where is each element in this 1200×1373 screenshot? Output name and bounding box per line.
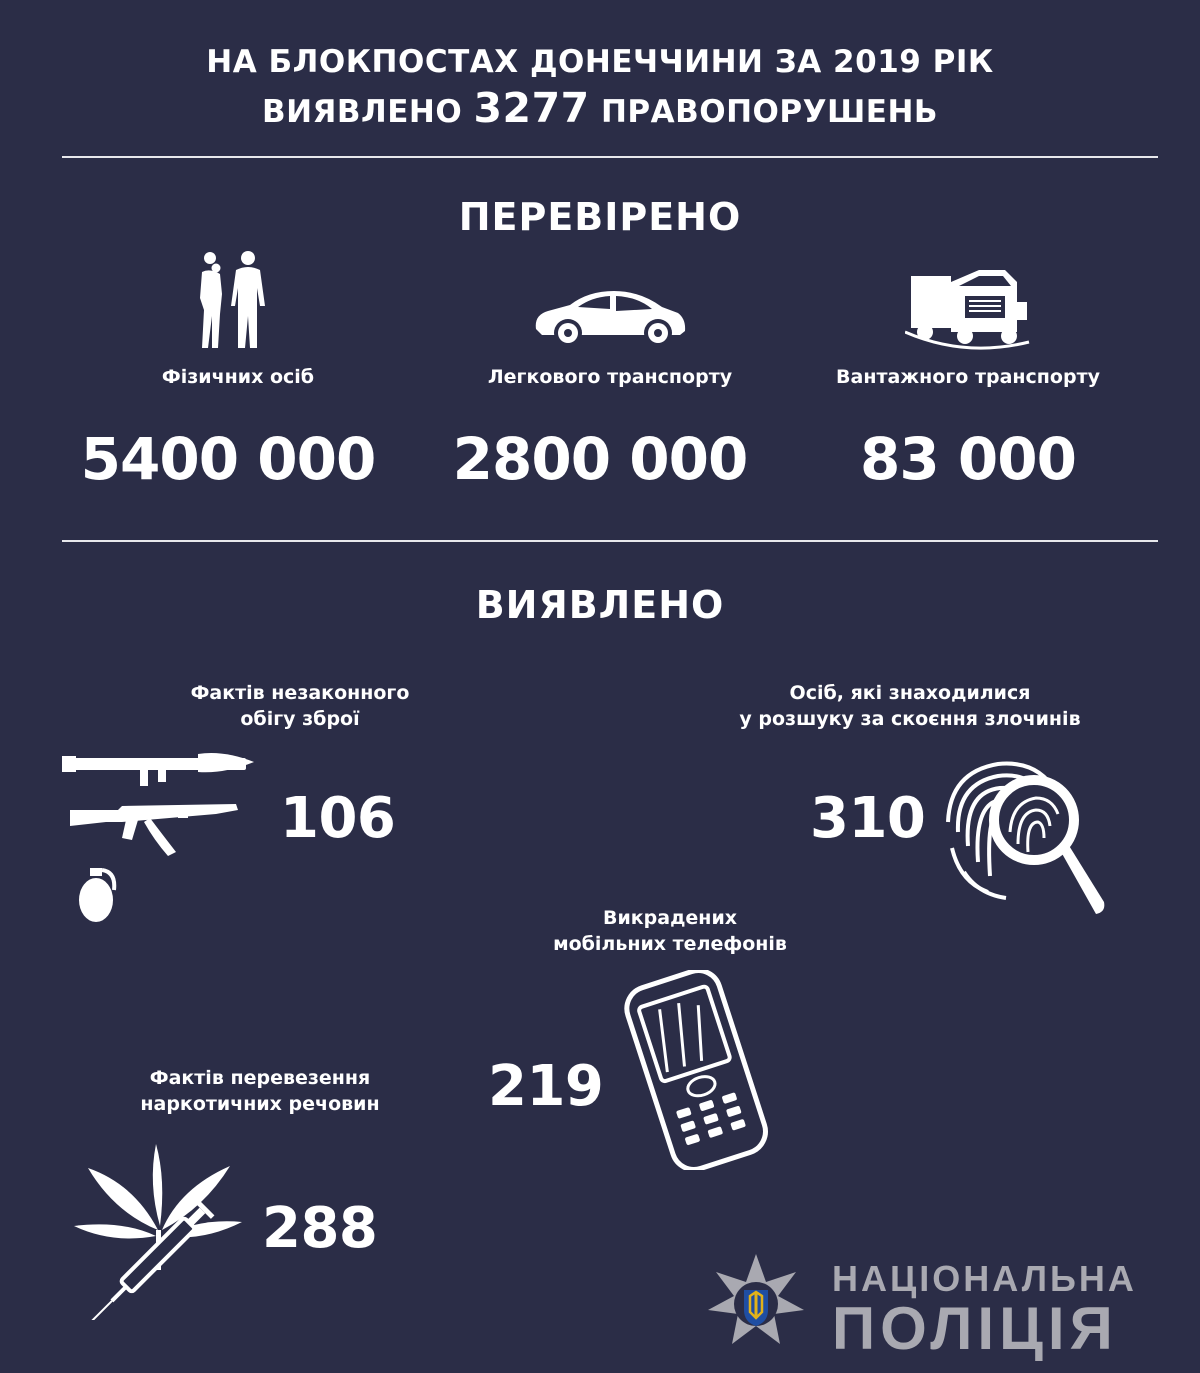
wanted-label-line2: у розшуку за скоєння злочинів — [739, 708, 1081, 730]
truck-icon — [905, 262, 1035, 354]
people-value: 5400 000 — [80, 425, 376, 493]
truck-value: 83 000 — [860, 425, 1076, 493]
title-number: 3277 — [473, 84, 590, 132]
wanted-label-line1: Осіб, які знаходилися — [789, 682, 1031, 704]
car-value: 2800 000 — [452, 425, 748, 493]
car-label: Легкового транспорту — [487, 366, 733, 388]
cannabis-syringe-icon — [70, 1140, 250, 1320]
grenade-icon — [76, 866, 120, 924]
rpg-icon — [62, 744, 256, 788]
phones-label — [500, 905, 840, 957]
logo-line1: НАЦІОНАЛЬНА — [832, 1258, 1137, 1299]
logo-line2: ПОЛІЦІЯ — [832, 1295, 1118, 1362]
rifle-icon — [66, 800, 246, 860]
truck-label: Вантажного транспорту — [836, 366, 1100, 388]
page-title-line1: НА БЛОКПОСТАХ ДОНЕЧЧИНИ ЗА 2019 РІК — [206, 44, 994, 80]
detected-heading: ВИЯВЛЕНО — [475, 583, 725, 627]
phones-label-line1: Викрадених — [602, 907, 738, 929]
people-label: Фізичних осіб — [161, 366, 315, 388]
page-title-line2 — [0, 86, 1200, 134]
drugs-label-line1: Фактів перевезення — [149, 1067, 371, 1089]
fingerprint-magnifier-icon — [938, 752, 1110, 918]
police-emblem-icon — [706, 1252, 806, 1352]
weapons-value: 106 — [280, 786, 396, 851]
wanted-label — [700, 680, 1120, 732]
wanted-value: 310 — [810, 786, 926, 851]
weapons-label-line1: Фактів незаконного — [190, 682, 410, 704]
weapons-label — [150, 680, 450, 732]
title-prefix: ВИЯВЛЕНО — [261, 94, 474, 130]
middle-divider — [62, 540, 1158, 542]
car-icon — [530, 285, 688, 349]
phones-value: 219 — [488, 1054, 604, 1119]
drugs-label — [100, 1065, 420, 1117]
checked-heading: ПЕРЕВІРЕНО — [458, 195, 742, 239]
top-divider — [62, 156, 1158, 158]
weapons-label-line2: обігу зброї — [240, 708, 360, 730]
drugs-value: 288 — [262, 1196, 378, 1261]
title-suffix: ПРАВОПОРУШЕНЬ — [589, 94, 939, 130]
phones-label-line2: мобільних телефонів — [553, 933, 787, 955]
mobile-phone-icon — [608, 970, 778, 1170]
drugs-label-line2: наркотичних речовин — [140, 1093, 380, 1115]
people-icon — [190, 248, 270, 354]
